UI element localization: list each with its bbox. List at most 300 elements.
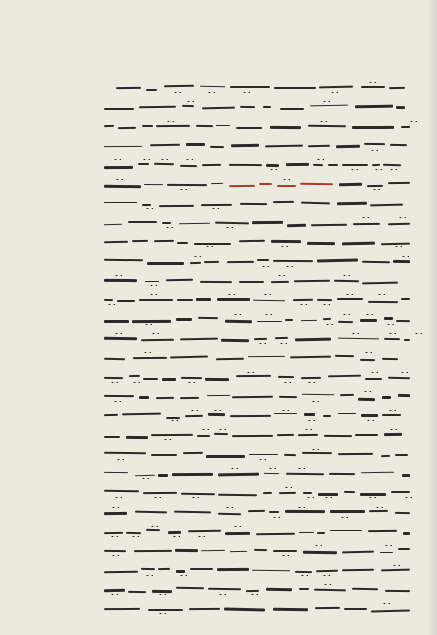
handwritten-word [286, 162, 309, 165]
handwritten-word [294, 279, 330, 282]
handwritten-word [369, 510, 388, 513]
handwritten-word [104, 224, 122, 226]
handwritten-word [303, 551, 337, 554]
handwritten-word [183, 452, 203, 454]
diacritic-dots [179, 188, 187, 190]
handwritten-word [308, 125, 346, 127]
diacritic-dots [160, 158, 168, 160]
diacritic-dots [384, 544, 392, 546]
handwritten-word [249, 454, 278, 455]
handwritten-word [317, 532, 325, 534]
handwritten-word [205, 378, 229, 381]
handwritten-word [382, 414, 401, 416]
diacritic-dots [388, 409, 396, 411]
handwritten-word [380, 552, 393, 553]
handwritten-word [197, 435, 210, 437]
diacritic-dots [307, 381, 315, 383]
diacritic-dots [342, 274, 350, 276]
handwritten-word [254, 338, 267, 340]
diacritic-dots [325, 323, 333, 325]
handwritten-word [329, 473, 355, 476]
diacritic-dots [382, 602, 390, 604]
diacritic-dots [107, 303, 115, 305]
handwritten-word [240, 203, 267, 205]
handwritten-word [104, 146, 142, 148]
manuscript-text-block [104, 80, 410, 620]
handwritten-word [362, 282, 398, 284]
manuscript-line [104, 524, 410, 538]
handwritten-word [181, 492, 215, 494]
handwritten-word [208, 413, 225, 416]
diacritic-dots [394, 245, 402, 247]
handwritten-word [389, 87, 405, 89]
handwritten-word [141, 568, 155, 570]
handwritten-word [298, 434, 318, 436]
handwritten-word [280, 108, 304, 110]
handwritten-word [285, 509, 325, 512]
diacritic-dots [242, 91, 250, 93]
diacritic-dots [218, 593, 226, 595]
handwritten-word [270, 125, 301, 128]
handwritten-word [271, 240, 301, 243]
handwritten-word [186, 143, 205, 146]
handwritten-word [302, 394, 334, 396]
diacritic-dots [158, 593, 166, 595]
handwritten-word [221, 339, 249, 342]
diacritic-dots [368, 81, 376, 83]
diacritic-dots [322, 100, 330, 102]
handwritten-word [144, 184, 163, 186]
diacritic-dots [272, 516, 280, 518]
handwritten-word [185, 415, 203, 417]
diacritic-dots [392, 564, 400, 566]
handwritten-word [308, 145, 330, 147]
handwritten-word [403, 532, 410, 535]
handwritten-word [236, 127, 262, 129]
diacritic-dots [400, 371, 408, 373]
handwritten-word [207, 395, 230, 397]
handwritten-word [360, 319, 377, 322]
handwritten-word [177, 242, 188, 244]
manuscript-line [104, 505, 410, 519]
handwritten-word [370, 204, 403, 207]
diacritic-dots [158, 612, 166, 614]
manuscript-line [104, 273, 410, 287]
rubricated-word [259, 183, 272, 185]
manuscript-line [104, 99, 410, 113]
handwritten-word [175, 549, 198, 552]
manuscript-line [104, 408, 410, 422]
handwritten-word [315, 607, 340, 609]
handwritten-word [232, 396, 273, 399]
handwritten-word [368, 530, 397, 532]
handwritten-word [277, 434, 294, 437]
diacritic-dots [389, 168, 397, 170]
handwritten-word [371, 610, 410, 613]
handwritten-word [167, 184, 207, 186]
handwritten-word [279, 396, 297, 398]
diacritic-dots [304, 428, 312, 430]
diacritic-dots [280, 245, 288, 247]
handwritten-word [299, 532, 314, 534]
manuscript-line [104, 234, 410, 248]
diacritic-dots [374, 168, 382, 170]
diacritic-dots [151, 332, 159, 334]
handwritten-word [216, 125, 230, 127]
handwritten-word [396, 320, 410, 323]
handwritten-word [180, 397, 199, 399]
handwritten-word [342, 242, 375, 246]
handwritten-word [104, 279, 137, 282]
handwritten-word [317, 259, 358, 262]
diacritic-dots [233, 313, 241, 315]
handwritten-word [361, 472, 394, 474]
diacritic-dots [366, 419, 374, 421]
handwritten-word [401, 126, 410, 128]
diacritic-dots [401, 255, 409, 257]
handwritten-word [200, 85, 225, 87]
diacritic-dots [110, 593, 118, 595]
handwritten-word [338, 337, 379, 339]
handwritten-word [147, 262, 184, 265]
diacritic-dots [307, 419, 315, 421]
handwritten-word [393, 260, 410, 263]
handwritten-word [395, 454, 408, 456]
diacritic-dots [113, 400, 121, 402]
handwritten-word [264, 473, 279, 475]
handwritten-word [143, 378, 158, 380]
handwritten-word [391, 491, 410, 493]
manuscript-line [104, 447, 410, 461]
diacritic-dots [263, 293, 271, 295]
handwritten-word [231, 144, 259, 147]
diacritic-dots [201, 428, 209, 430]
handwritten-word [104, 166, 133, 169]
rubricated-word [300, 183, 333, 185]
handwritten-word [217, 568, 249, 571]
diacritic-dots [414, 332, 422, 334]
diacritic-dots [261, 265, 269, 267]
diacritic-dots [285, 265, 293, 267]
handwritten-word [388, 223, 410, 226]
handwritten-word [323, 415, 331, 417]
manuscript-line [104, 370, 410, 384]
handwritten-word [154, 163, 174, 165]
handwritten-word [285, 319, 293, 322]
diacritic-dots [197, 535, 205, 537]
handwritten-word [252, 570, 290, 572]
handwritten-word [266, 587, 292, 590]
handwritten-word [104, 395, 134, 397]
diacritic-dots [370, 149, 378, 151]
diacritic-dots [314, 544, 322, 546]
handwritten-word [116, 87, 141, 89]
handwritten-word [388, 376, 410, 379]
handwritten-word [383, 433, 401, 436]
handwritten-word [143, 492, 177, 494]
diacritic-dots [323, 583, 331, 585]
manuscript-line [104, 138, 410, 152]
handwritten-word [182, 105, 195, 108]
diacritic-dots [345, 293, 353, 295]
handwritten-word [273, 201, 294, 203]
handwritten-word [104, 299, 113, 301]
handwritten-word [342, 569, 374, 571]
handwritten-word [104, 259, 143, 261]
manuscript-line [104, 601, 410, 615]
handwritten-word [217, 298, 250, 301]
manuscript-line [104, 427, 410, 441]
handwritten-word [344, 608, 367, 610]
diacritic-dots [205, 245, 213, 247]
handwritten-word [275, 337, 288, 339]
diacritic-dots [316, 158, 324, 160]
handwritten-word [104, 512, 127, 515]
diacritic-dots [143, 351, 151, 353]
handwritten-word [358, 397, 376, 400]
diacritic-dots [250, 593, 258, 595]
handwritten-word [232, 435, 273, 437]
handwritten-word [364, 143, 385, 145]
diacritic-dots [322, 303, 330, 305]
handwritten-word [385, 590, 410, 592]
diacritic-dots [284, 486, 292, 488]
handwritten-word [104, 241, 128, 243]
handwritten-word [230, 414, 271, 417]
handwritten-word [208, 588, 241, 591]
manuscript-line [104, 543, 410, 557]
diacritic-dots [227, 293, 235, 295]
handwritten-word [342, 164, 368, 166]
manuscript-line [104, 350, 410, 364]
manuscript-line [104, 331, 410, 345]
manuscript-line [104, 563, 410, 577]
handwritten-word [372, 164, 380, 166]
handwritten-word [218, 494, 257, 496]
handwritten-word [139, 396, 149, 399]
handwritten-word [253, 300, 285, 302]
handwritten-word [330, 510, 365, 513]
handwritten-word [246, 590, 259, 592]
diacritic-dots [279, 342, 287, 344]
handwritten-word [230, 86, 270, 88]
handwritten-word [290, 356, 331, 358]
handwritten-word [293, 299, 313, 301]
diacritic-dots [363, 390, 371, 392]
handwritten-word [128, 591, 146, 594]
handwritten-word [132, 240, 148, 242]
handwritten-word [278, 376, 294, 379]
diacritic-dots [342, 313, 350, 315]
handwritten-word [104, 436, 120, 438]
diacritic-dots [375, 506, 383, 508]
manuscript-line [104, 177, 410, 191]
manuscript-line [104, 80, 410, 94]
handwritten-word [266, 164, 279, 167]
handwritten-word [104, 532, 123, 534]
handwritten-word [126, 532, 141, 534]
handwritten-word [340, 394, 354, 396]
handwritten-word [154, 240, 174, 243]
handwritten-word [162, 222, 171, 224]
handwritten-word [104, 414, 118, 417]
handwritten-word [286, 472, 324, 474]
handwritten-word [210, 145, 224, 147]
diacritic-dots [150, 525, 158, 527]
handwritten-word [218, 473, 259, 476]
handwritten-word [404, 338, 410, 341]
handwritten-word [263, 106, 271, 108]
handwritten-word [176, 587, 204, 589]
diacritic-dots [246, 371, 254, 373]
diacritic-dots [166, 120, 174, 122]
manuscript-line [104, 485, 410, 499]
handwritten-word [196, 298, 211, 301]
rubricated-word [229, 185, 255, 187]
handwritten-word [317, 298, 332, 300]
handwritten-word [104, 185, 141, 188]
handwritten-word [302, 452, 332, 454]
diacritic-dots [311, 400, 319, 402]
handwritten-word [227, 261, 254, 264]
diacritic-dots [319, 120, 327, 122]
diacritic-dots [233, 525, 241, 527]
diacritic-dots [111, 554, 119, 556]
diacritic-dots [149, 284, 157, 286]
handwritten-word [287, 224, 306, 227]
handwritten-word [104, 608, 140, 610]
diacritic-dots [281, 554, 289, 556]
handwritten-word [164, 85, 194, 88]
diacritic-dots [110, 535, 118, 537]
handwritten-word [166, 279, 193, 281]
handwritten-word [133, 357, 167, 359]
handwritten-word [352, 126, 394, 129]
handwritten-word [398, 548, 410, 550]
handwritten-word [256, 532, 295, 535]
handwritten-word [324, 435, 352, 437]
handwritten-word [337, 202, 367, 205]
handwritten-word [170, 356, 208, 359]
handwritten-word [398, 394, 410, 397]
handwritten-word [381, 455, 390, 457]
handwritten-word [335, 355, 354, 357]
handwritten-word [118, 127, 136, 129]
manuscript-line [104, 119, 410, 133]
handwritten-word [168, 531, 181, 534]
diacritic-dots [191, 496, 199, 498]
diacritic-dots [277, 274, 285, 276]
handwritten-word [382, 358, 398, 360]
handwritten-word [158, 474, 168, 477]
diacritic-dots [190, 409, 198, 411]
handwritten-word [142, 125, 153, 127]
handwritten-word [338, 453, 373, 455]
handwritten-word [129, 375, 140, 377]
handwritten-word [181, 377, 202, 379]
diacritic-dots [111, 506, 119, 508]
handwritten-word [104, 108, 134, 110]
handwritten-word [229, 164, 262, 166]
handwritten-word [368, 301, 398, 303]
handwritten-word [188, 530, 221, 533]
handwritten-word [273, 608, 308, 611]
handwritten-word [279, 492, 296, 494]
handwritten-word [156, 125, 190, 128]
handwritten-word [138, 163, 149, 165]
diacritic-dots [172, 535, 180, 537]
handwritten-word [274, 413, 297, 415]
handwritten-word [301, 201, 330, 203]
diacritic-dots [230, 467, 238, 469]
handwritten-word [216, 358, 244, 361]
handwritten-word [104, 550, 126, 552]
diacritic-dots [370, 371, 378, 373]
diacritic-dots [113, 158, 121, 160]
handwritten-word [104, 490, 139, 493]
handwritten-word [180, 164, 197, 166]
diacritic-dots [368, 496, 376, 498]
handwritten-word [337, 298, 363, 300]
handwritten-word [338, 320, 353, 322]
handwritten-word [360, 359, 375, 361]
handwritten-word [248, 356, 285, 358]
handwritten-word [139, 106, 176, 108]
diacritic-dots [330, 91, 338, 93]
diacritic-dots [110, 381, 118, 383]
handwritten-word [240, 106, 255, 109]
diacritic-dots [300, 574, 308, 576]
handwritten-word [211, 183, 223, 185]
diacritic-dots [179, 574, 187, 576]
diacritic-dots [144, 323, 152, 325]
handwritten-word [257, 259, 269, 261]
diacritic-dots [258, 458, 266, 460]
handwritten-word [156, 397, 175, 400]
manuscript-line [104, 157, 410, 171]
diacritic-dots [377, 293, 385, 295]
diacritic-dots [115, 178, 123, 180]
handwritten-word [214, 433, 228, 435]
handwritten-word [201, 550, 225, 552]
handwritten-word [295, 338, 331, 341]
handwritten-word [401, 298, 410, 300]
manuscript-line [104, 312, 410, 326]
handwritten-word [381, 568, 410, 570]
handwritten-word [390, 144, 408, 146]
handwritten-word [257, 321, 282, 322]
diacritic-dots [361, 216, 369, 218]
diacritic-dots [322, 574, 330, 576]
diacritic-dots [386, 323, 394, 325]
diacritic-dots [297, 506, 305, 508]
handwritten-word [177, 299, 193, 301]
handwritten-word [204, 261, 219, 263]
diacritic-dots [153, 496, 161, 498]
handwritten-word [310, 105, 348, 107]
handwritten-word [146, 529, 160, 531]
handwritten-word [273, 550, 297, 552]
diacritic-dots [225, 506, 233, 508]
handwritten-word [178, 223, 209, 225]
handwritten-word [352, 588, 378, 591]
handwritten-word [395, 512, 410, 515]
handwritten-word [190, 567, 213, 569]
handwritten-word [307, 242, 335, 245]
handwritten-word [158, 568, 170, 571]
handwritten-word [172, 473, 213, 476]
diacritic-dots [173, 91, 181, 93]
